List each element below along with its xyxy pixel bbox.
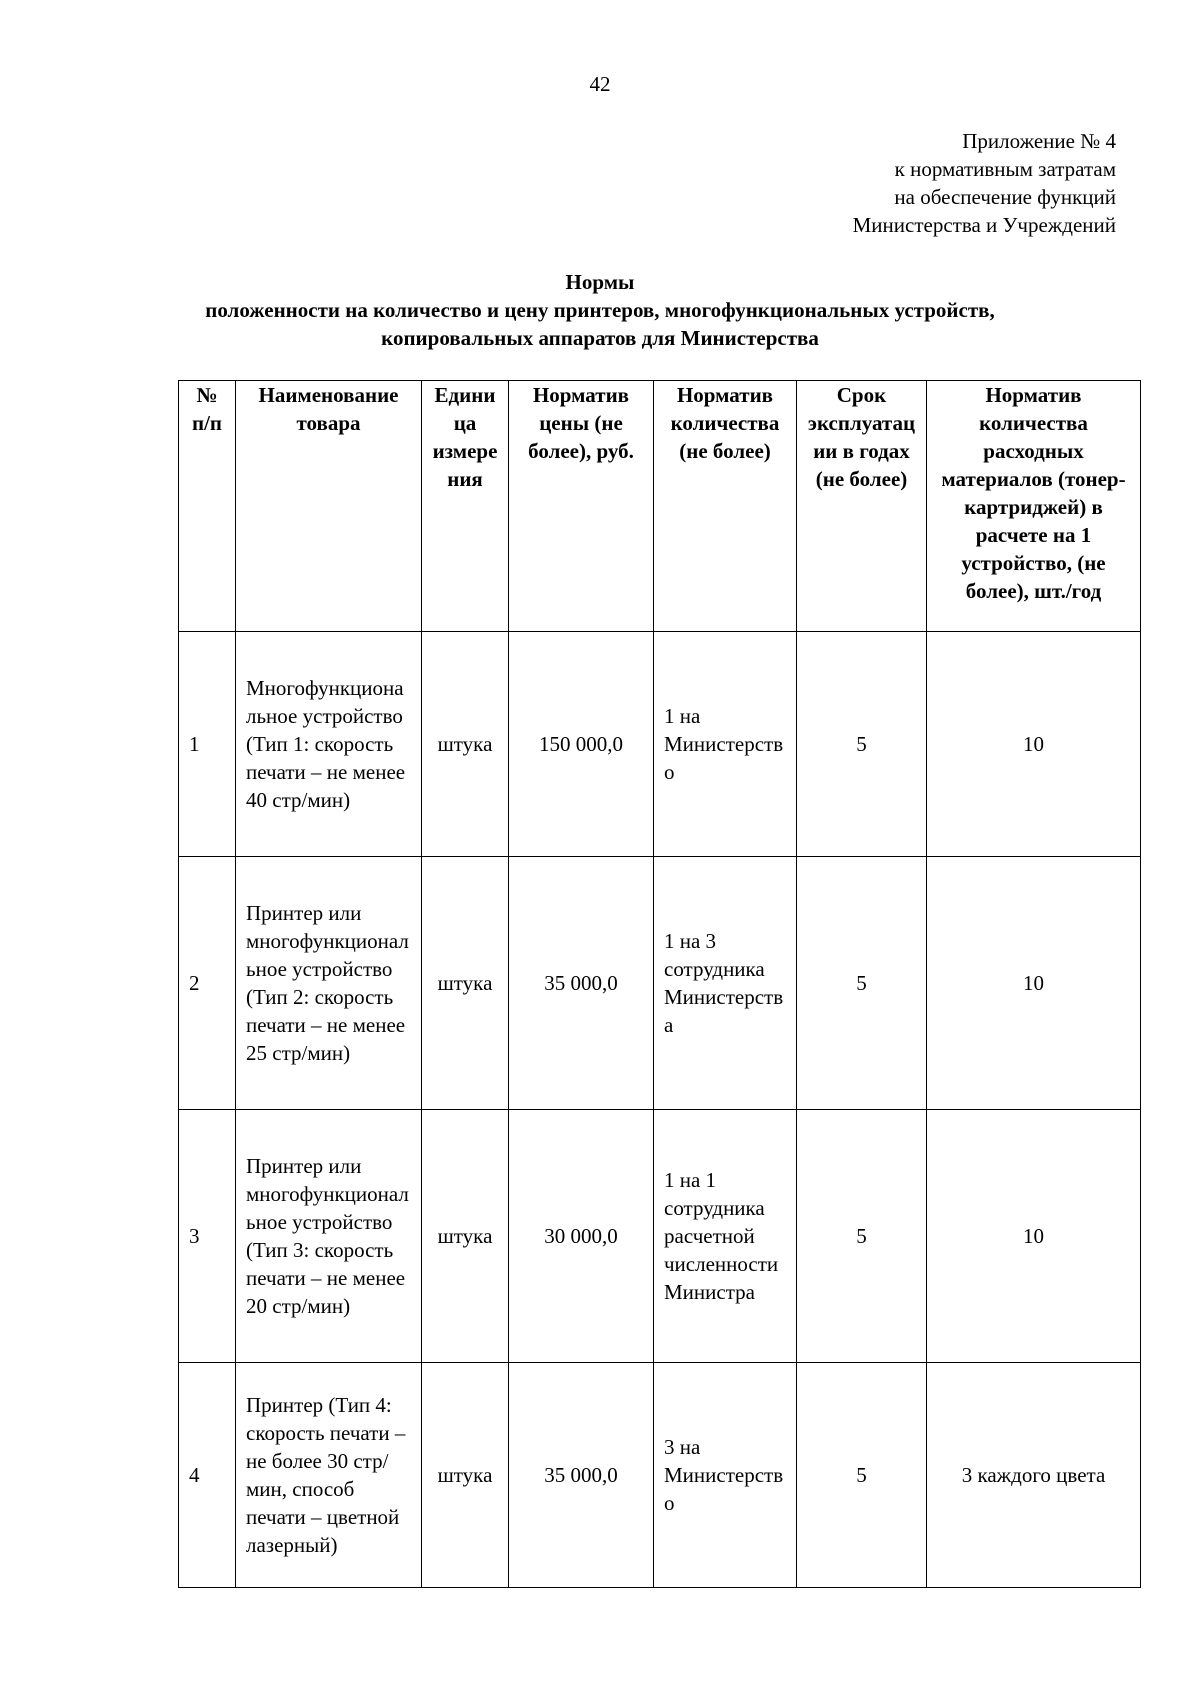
appendix-reference [853, 127, 1116, 239]
table-row [179, 1110, 1141, 1363]
cell-quantity: 1 на 1 сотрудника расчетной численности Министра [654, 1110, 797, 1363]
header-name: Наименование товара [236, 381, 422, 632]
cell-term: 5 [797, 1110, 927, 1363]
cell-name: Принтер (Тип 4: скорость печати – не более 30 стр/мин, способ печати – цветной лазерный) [236, 1363, 422, 1588]
header-consumables: Норматив количества расходных материалов (тонер-картриджей) в расчете на 1 устройство, (не более), шт./год [927, 381, 1141, 632]
title-line-1: Нормы [565, 270, 635, 294]
cell-price: 35 000,0 [509, 1363, 654, 1588]
cell-number: 1 [179, 632, 236, 857]
appendix-line-1: Приложение № 4 [962, 129, 1116, 153]
cell-name: Принтер или многофункциональное устройство (Тип 3: скорость печати – не менее 20 стр/мин) [236, 1110, 422, 1363]
cell-unit: штука [422, 1363, 509, 1588]
appendix-line-3: на обеспечение функций [894, 185, 1116, 209]
cell-quantity: 1 на Министерство [654, 632, 797, 857]
table-row [179, 857, 1141, 1110]
cell-consumables: 10 [927, 857, 1141, 1110]
cell-unit: штука [422, 1110, 509, 1363]
cell-price: 35 000,0 [509, 857, 654, 1110]
cell-consumables: 3 каждого цвета [927, 1363, 1141, 1588]
cell-quantity: 3 на Министерство [654, 1363, 797, 1588]
norms-table [178, 380, 1141, 1588]
cell-term: 5 [797, 1363, 927, 1588]
table-row [179, 1363, 1141, 1588]
header-quantity: Норматив количества (не более) [654, 381, 797, 632]
header-number: № п/п [179, 381, 236, 632]
cell-number: 3 [179, 1110, 236, 1363]
cell-unit: штука [422, 632, 509, 857]
cell-term: 5 [797, 857, 927, 1110]
cell-name: Принтер или многофункциональное устройство (Тип 2: скорость печати – не менее 25 стр/мин) [236, 857, 422, 1110]
page-number: 42 [589, 72, 611, 96]
cell-price: 150 000,0 [509, 632, 654, 857]
cell-consumables: 10 [927, 632, 1141, 857]
cell-unit: штука [422, 857, 509, 1110]
table-row [179, 632, 1141, 857]
header-unit: Единица измерения [422, 381, 509, 632]
cell-name: Многофункциональное устройство (Тип 1: скорость печати – не менее 40 стр/мин) [236, 632, 422, 857]
appendix-line-2: к нормативным затратам [894, 157, 1116, 181]
header-term: Срок эксплуатации в годах (не более) [797, 381, 927, 632]
cell-quantity: 1 на 3 сотрудника Министерства [654, 857, 797, 1110]
header-price: Норматив цены (не более), руб. [509, 381, 654, 632]
cell-number: 2 [179, 857, 236, 1110]
cell-number: 4 [179, 1363, 236, 1588]
document-title [0, 268, 1200, 352]
cell-price: 30 000,0 [509, 1110, 654, 1363]
appendix-line-4: Министерства и Учреждений [852, 213, 1116, 237]
cell-consumables: 10 [927, 1110, 1141, 1363]
title-line-3: копировальных аппаратов для Министерства [381, 326, 819, 350]
cell-term: 5 [797, 632, 927, 857]
title-line-2: положенности на количество и цену принтеров, многофункциональных устройств, [205, 298, 995, 322]
table-header-row [179, 381, 1141, 632]
